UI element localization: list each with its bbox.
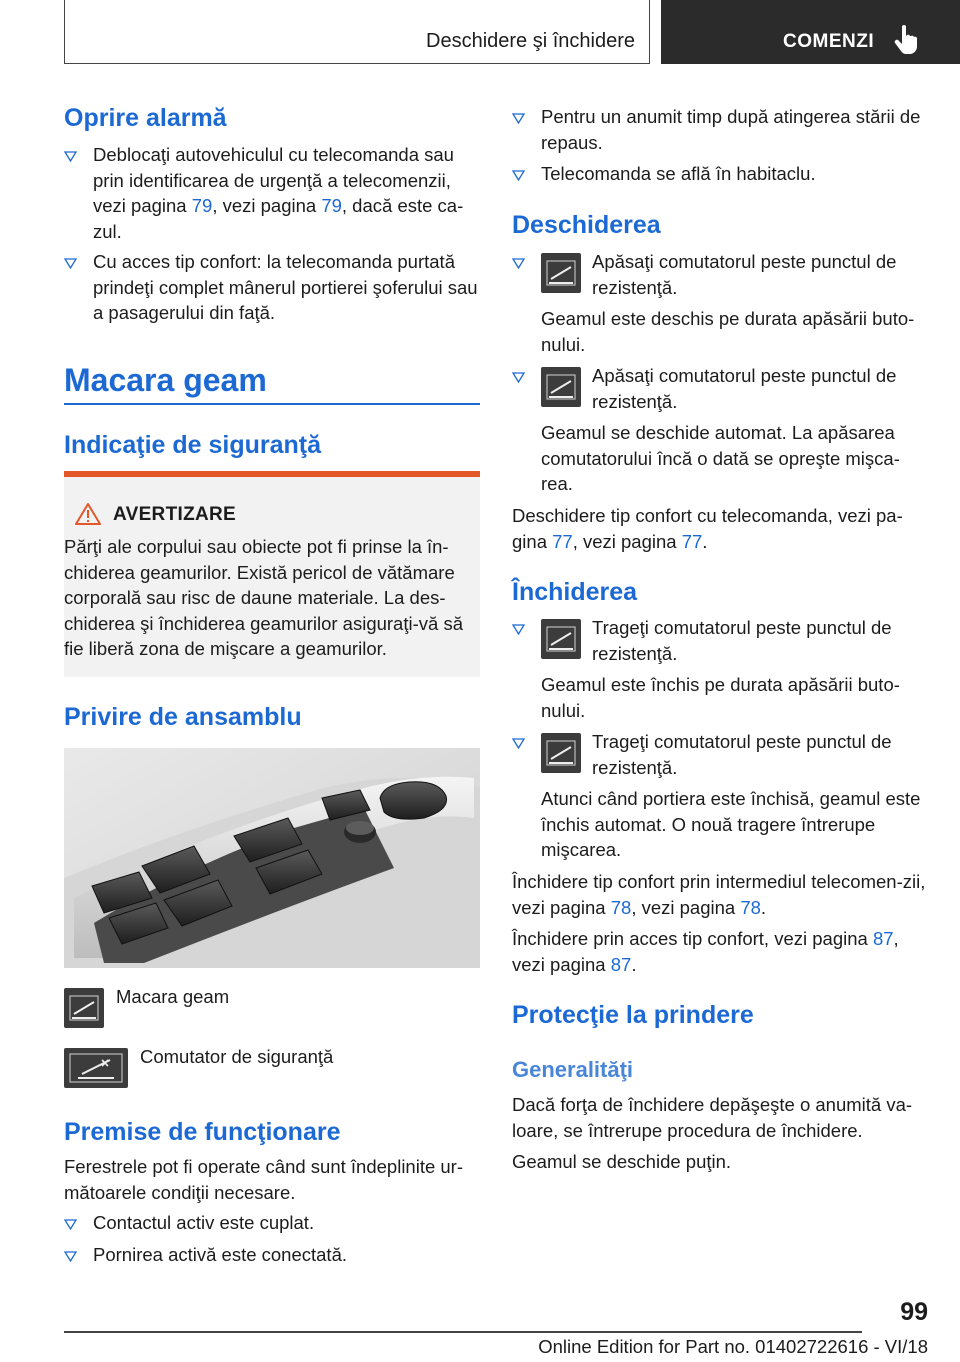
warning-text: Părţi ale corpului sau obiecte pot fi prinse la în‐chiderea geamurilor. Există pericol de vătămare corporală sau risc de daune materiale. La des‐chiderea şi închiderea geamurilor asiguraţi-vă să fie liberă zona de mişcare a geamurilor.: [64, 536, 463, 659]
list-item-text: Pentru un anumit timp după atingerea stării de repaus.: [541, 106, 921, 153]
list-item: [64, 1242, 480, 1268]
list-item: [64, 1210, 480, 1236]
step-instruction: Trageţi comutatorul peste punctul de rezistenţă.: [592, 617, 892, 664]
window-switch-icon: [541, 253, 581, 293]
section-title-privire: Privire de ansamblu: [64, 703, 302, 731]
list-item: [512, 161, 928, 187]
bullet-triangle-icon: [512, 170, 525, 181]
list-item-text: Deblocaţi autovehiculul cu telecomanda sau prin identificarea de urgenţă a telecomenzii, vezi pagina 79, vezi pagina 79, dacă este ca‐zul.: [93, 144, 464, 242]
header-chapter-label: COMENZI: [783, 31, 875, 52]
paragraph-deschidere-confort: Deschidere tip confort cu telecomanda, vezi pa‐gina 77, vezi pagina 77.: [512, 505, 903, 552]
footer-edition: Online Edition for Part no. 01402722616 - VI/18: [538, 1336, 928, 1357]
bullet-triangle-icon: [64, 1251, 77, 1262]
section-title-inchiderea: Închiderea: [512, 578, 638, 606]
section-title-indicatie: Indicaţie de siguranţă: [64, 431, 322, 459]
bullet-triangle-icon: [64, 258, 77, 269]
page-link[interactable]: 78: [610, 896, 632, 918]
page-link[interactable]: 77: [552, 530, 573, 552]
step-result: Geamul este închis pe durata apăsării buto‐nului.: [541, 674, 900, 721]
bullet-triangle-icon: [64, 151, 77, 162]
legend-label-macara: Macara geam: [116, 986, 230, 1007]
page-header: [0, 0, 960, 66]
legend-label-comutator: Comutator de siguranţă: [140, 1046, 334, 1067]
page-link[interactable]: 87: [610, 953, 632, 975]
page-link[interactable]: 79: [191, 195, 213, 216]
page-link[interactable]: 79: [321, 195, 342, 216]
bullet-triangle-icon: [512, 113, 525, 124]
premise-text: Ferestrele pot fi operate când sunt îndeplinite ur‐mătoarele condiţii necesare.: [64, 1156, 464, 1203]
subsection-title-generalitati: Generalităţi: [512, 1057, 634, 1082]
paragraph-inchidere-acces: Închidere prin acces tip confort, vezi pagina 87, vezi pagina 87.: [512, 928, 899, 975]
header-section-title: Deschidere şi închidere: [426, 30, 635, 52]
bullet-triangle-icon: [512, 258, 525, 269]
header-section-box: [64, 0, 650, 64]
page-link[interactable]: 77: [681, 530, 703, 552]
step-instruction: Trageţi comutatorul peste punctul de rezistenţă.: [592, 731, 892, 778]
bullet-triangle-icon: [64, 1219, 77, 1230]
window-switch-icon: [64, 988, 104, 1028]
section-title-premise: Premise de funcţionare: [64, 1118, 341, 1146]
protectie-paragraph-2: Geamul se deschide puţin.: [512, 1151, 732, 1172]
warning-triangle-icon: [74, 502, 102, 526]
bullet-triangle-icon: [512, 372, 525, 383]
step-result: Geamul se deschide automat. La apăsarea comutatorului încă o dată se opreşte mişca‐rea.: [541, 422, 900, 494]
section-title-deschiderea: Deschiderea: [512, 211, 661, 239]
list-item-text: Contactul activ este cuplat.: [93, 1212, 315, 1233]
page-link[interactable]: 78: [740, 896, 761, 918]
window-switch-icon: [541, 733, 581, 773]
footer-divider: [64, 1331, 862, 1333]
window-switch-icon: [541, 619, 581, 659]
list-item: [64, 249, 480, 329]
list-item-text: Pornirea activă este conectată.: [93, 1244, 348, 1265]
step-instruction: Apăsaţi comutatorul peste punctul de rezistenţă.: [592, 365, 897, 412]
list-item-text: Cu acces tip confort: la telecomanda purtată prindeţi complet mânerul portierei şoferului sau a pasagerului din faţă.: [93, 251, 478, 323]
title-underline: [64, 403, 480, 405]
list-item: [64, 142, 480, 244]
window-switch-icon: [541, 367, 581, 407]
bullet-triangle-icon: [512, 738, 525, 749]
list-item: [512, 104, 928, 156]
step-result: Atunci când portiera este închisă, geamul este închis automat. O nouă tragere întrerupe mişcarea.: [541, 788, 921, 860]
paragraph-inchidere-telecomanda: Închidere tip confort prin intermediul telecomen‐zii, vezi pagina 78, vezi pagina 78.: [512, 871, 926, 918]
section-title-protectie: Protecţie la prindere: [512, 1001, 754, 1029]
safety-switch-icon: [64, 1048, 128, 1088]
section-title-oprire-alarma: Oprire alarmă: [64, 104, 227, 132]
bullet-triangle-icon: [512, 624, 525, 635]
pointing-hand-icon: [893, 24, 919, 54]
page-link[interactable]: 87: [872, 928, 894, 949]
window-switch-panel-photo: [64, 748, 480, 968]
warning-label: AVERTIZARE: [113, 504, 236, 525]
list-item-text: Telecomanda se află în habitaclu.: [541, 163, 816, 184]
header-chapter-tab[interactable]: [661, 0, 960, 64]
step-result: Geamul este deschis pe durata apăsării buto‐nului.: [541, 308, 915, 355]
protectie-paragraph-1: Dacă forţa de închidere depăşeşte o anumită va‐loare, se întrerupe procedura de închidere.: [512, 1094, 913, 1141]
chapter-title-macara-geam: Macara geam: [64, 362, 267, 398]
step-instruction: Apăsaţi comutatorul peste punctul de rezistenţă.: [592, 251, 897, 298]
warning-box: [64, 471, 480, 677]
page-number: 99: [900, 1298, 928, 1326]
